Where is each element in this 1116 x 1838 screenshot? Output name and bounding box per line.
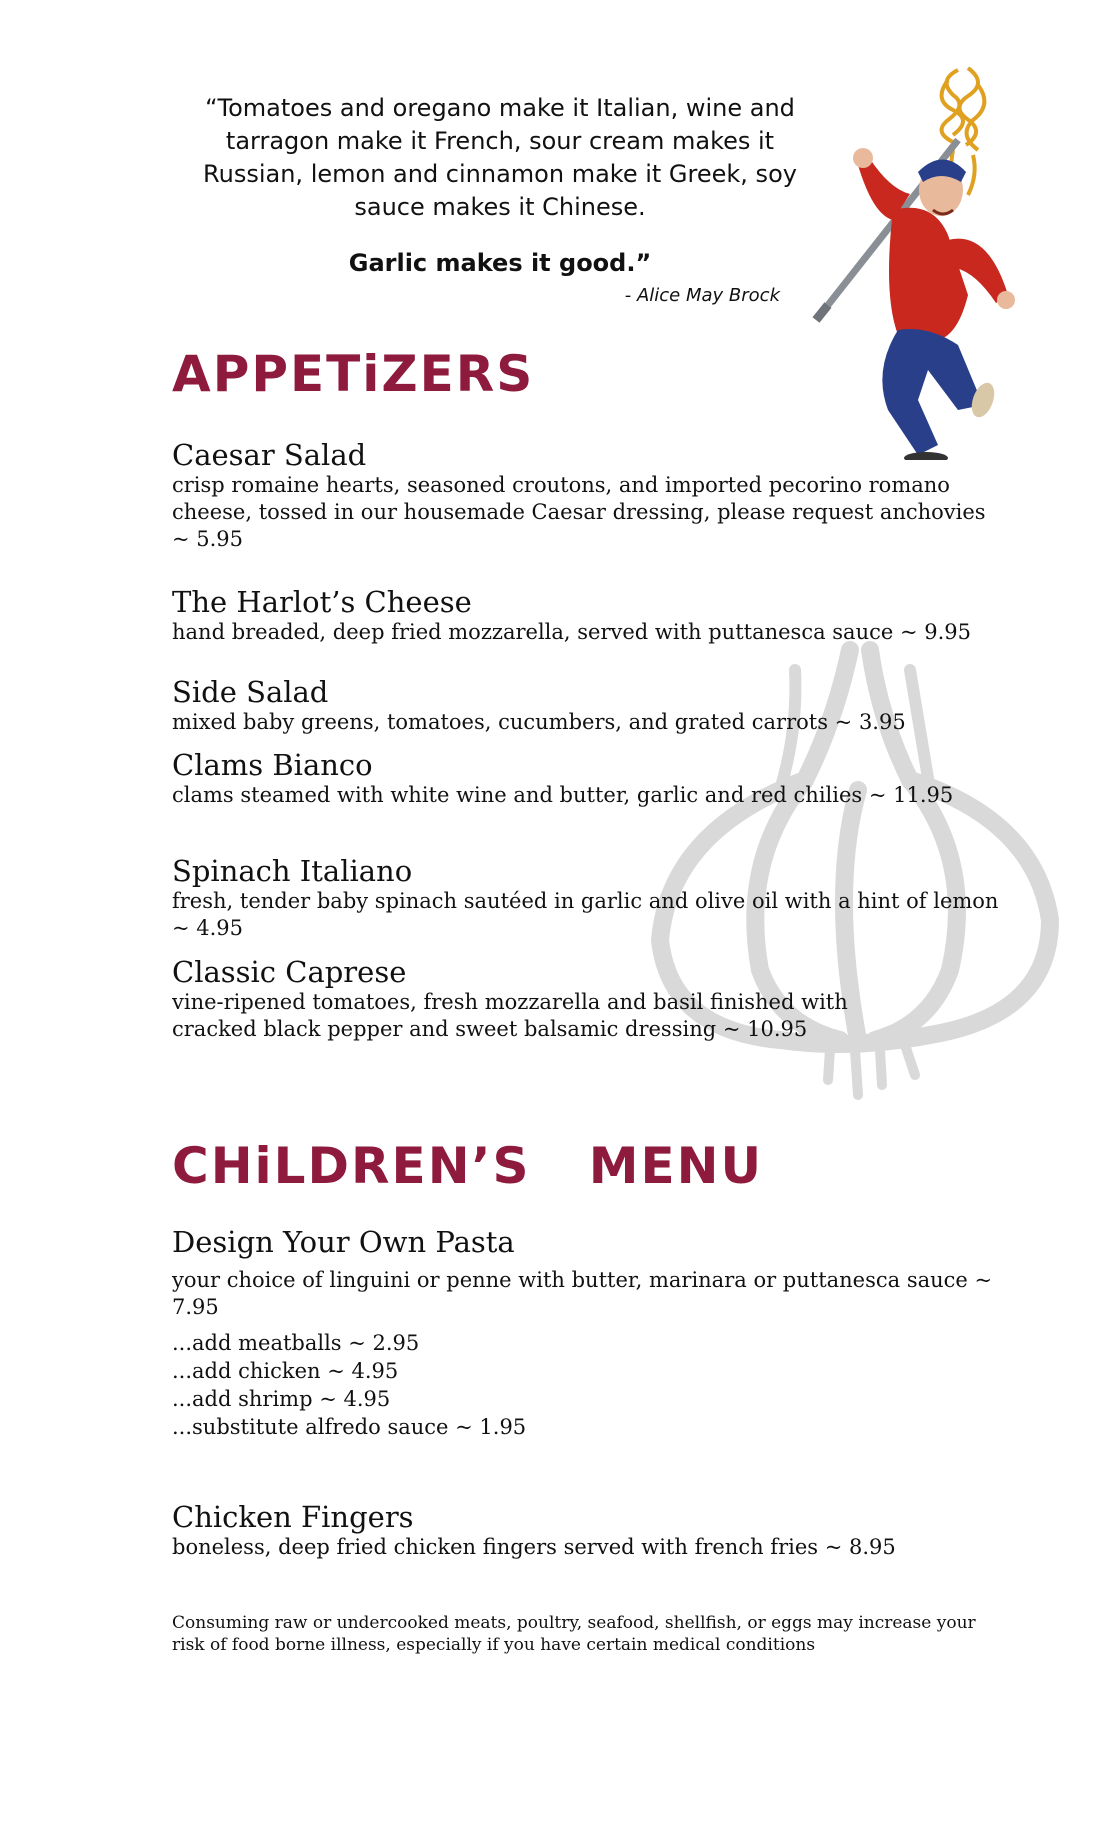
item-description: fresh, tender baby spinach sautéed in garlic and olive oil with a hint of lemon ~ 4.95 xyxy=(172,889,999,940)
item-description: hand breaded, deep fried mozzarella, served with puttanesca sauce ~ 9.95 xyxy=(172,620,971,644)
menu-item xyxy=(172,748,1002,809)
addon-item: ...add shrimp ~ 4.95 xyxy=(172,1387,391,1411)
menu-item xyxy=(172,854,1002,942)
item-name: Clams Bianco xyxy=(172,748,373,782)
item-name: Spinach Italiano xyxy=(172,854,413,888)
quote-emphasis: Garlic makes it good.” xyxy=(348,249,652,277)
childrens-menu-title: CHiLDREN’S MENU xyxy=(172,1137,764,1195)
menu-item xyxy=(172,438,1002,553)
menu-item xyxy=(172,585,1002,646)
item-description: crisp romaine hearts, seasoned croutons, and imported pecorino romano cheese, tossed in our housemade Caesar dressing, please request anchovies ~ 5.95 xyxy=(172,473,986,551)
quote-author: - Alice May Brock xyxy=(624,285,780,306)
item-description: mixed baby greens, tomatoes, cucumbers, and grated carrots ~ 3.95 xyxy=(172,710,906,734)
item-name: The Harlot’s Cheese xyxy=(172,585,472,619)
chef-illustration xyxy=(808,60,1048,460)
item-description: boneless, deep fried chicken fingers served with french fries ~ 8.95 xyxy=(172,1535,896,1559)
item-name: Chicken Fingers xyxy=(172,1500,414,1534)
addon-list xyxy=(172,1329,1002,1441)
item-name: Classic Caprese xyxy=(172,955,407,989)
quote-text: “Tomatoes and oregano make it Italian, wine and tarragon make it French, sour cream makes it Russian, lemon and cinnamon make it Greek, soy sauce makes it Chinese. xyxy=(203,94,797,221)
appetizers-title: APPETiZERS xyxy=(172,345,535,403)
menu-item xyxy=(172,675,1002,736)
item-name: Caesar Salad xyxy=(172,438,367,472)
addon-item: ...add meatballs ~ 2.95 xyxy=(172,1331,420,1355)
item-name: Design Your Own Pasta xyxy=(172,1225,515,1259)
menu-item xyxy=(172,1225,1002,1441)
menu-item xyxy=(172,955,872,1043)
menu-item xyxy=(172,1500,1002,1561)
item-name: Side Salad xyxy=(172,675,329,709)
addon-item: ...add chicken ~ 4.95 xyxy=(172,1359,399,1383)
quote-block xyxy=(200,92,800,308)
chef-figure xyxy=(853,148,1015,460)
addon-item: ...substitute alfredo sauce ~ 1.95 xyxy=(172,1415,527,1439)
item-description: your choice of linguini or penne with butter, marinara or puttanesca sauce ~ 7.95 xyxy=(172,1268,993,1319)
item-description: clams steamed with white wine and butter, garlic and red chilies ~ 11.95 xyxy=(172,783,954,807)
food-safety-disclaimer: Consuming raw or undercooked meats, poultry, seafood, shellfish, or eggs may increase your risk of food borne illness, especially if you have certain medical conditions xyxy=(172,1613,976,1655)
item-description: vine-ripened tomatoes, fresh mozzarella and basil finished with cracked black pepper and sweet balsamic dressing ~ 10.95 xyxy=(172,990,848,1041)
